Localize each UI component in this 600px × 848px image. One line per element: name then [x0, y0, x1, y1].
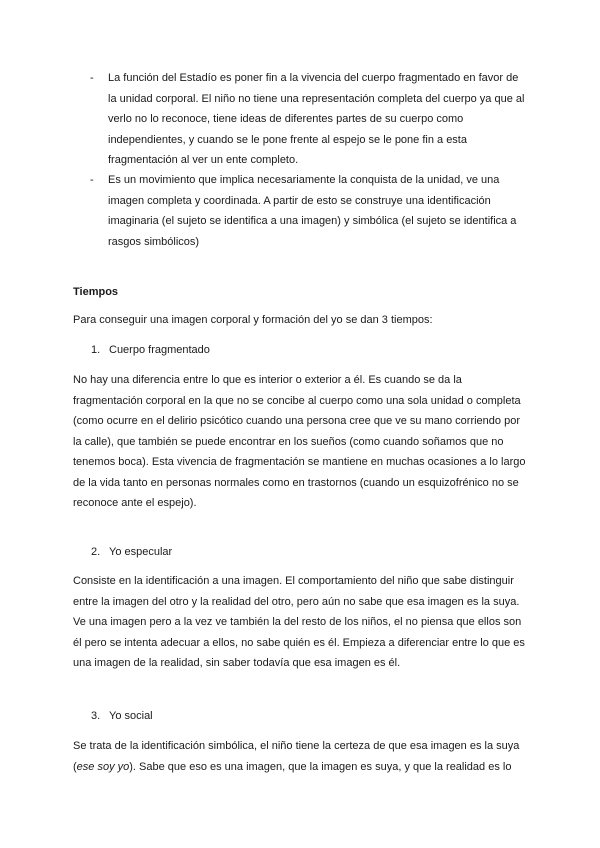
list-number: 3.	[91, 710, 101, 722]
bullet-marker: -	[90, 72, 94, 84]
bullet-text-unity-conquest: Es un movimiento que implica necesariamente la conquista de la unidad, ve una imagen completa y coordinada. A partir de esto se construye una identificación imaginaria (el sujeto se identifica a una imagen) y simbólica (el sujeto se identifica a rasgos simbólicos)	[108, 174, 517, 248]
paragraph-yo-especular: Consiste en la identificación a una imagen. El comportamiento del niño que sabe distinguir entre la imagen del otro y la realidad del otro, pero aún no sabe que esa imagen es la suya. Ve una imagen pero a la vez ve también la del resto de los niños, el no piensa que ellos son él pero se intenta adecuar a ellos, no sabe quién es él. Empieza a diferenciar entre lo que es una imagen de la realidad, sin saber todavía que esa imagen es él.	[73, 575, 525, 669]
paragraph-yo-social-italic: ese soy yo	[76, 760, 130, 773]
paragraph-yo-social-end: ). Sabe que eso es una imagen, que la imagen es suya, y que la realidad es lo	[129, 760, 512, 773]
paragraph-yo-social	[73, 736, 529, 777]
section-intro: Para conseguir una imagen corporal y formación del yo se dan 3 tiempos:	[73, 314, 433, 326]
paragraph-yo-social-start: Se trata de la identificación simbólica, el niño tiene la certeza de que esa imagen es la suya (	[73, 740, 520, 773]
list-item-label-yo-especular: Yo especular	[109, 546, 173, 558]
list-number: 1.	[91, 344, 101, 356]
bullet-marker: -	[90, 174, 94, 186]
section-heading: Tiempos	[73, 286, 119, 298]
paragraph-cuerpo-fragmentado: No hay una diferencia entre lo que es interior o exterior a él. Es cuando se da la fragmentación corporal en la que no se concibe al cuerpo como una sola unidad o completa (como ocurre en el delirio psicótico cuando una persona cree que ve su mano corriendo por la calle), que también se puede encontrar en los sueños (como cuando soñamos que no tenemos boca). Esta vivencia de fragmentación se mantiene en muchas ocasiones a lo largo de la vida tanto en personas normales como en trastornos (cuando un esquizofrénico no se reconoce ante el espejo).	[73, 374, 526, 509]
bullet-text-estadio-function: La función del Estadío es poner fin a la vivencia del cuerpo fragmentado en favor de la unidad corporal. El niño no tiene una representación completa del cuerpo ya que al verlo no lo reconoce, tiene ideas de diferentes partes de su cuerpo como independientes, y cuando se le pone frente al espejo se le pone fin a esta fragmentación al ver un ente completo.	[108, 72, 525, 166]
list-item-label-cuerpo-fragmentado: Cuerpo fragmentado	[109, 344, 210, 356]
list-number: 2.	[91, 546, 101, 558]
list-item-label-yo-social: Yo social	[109, 710, 153, 722]
